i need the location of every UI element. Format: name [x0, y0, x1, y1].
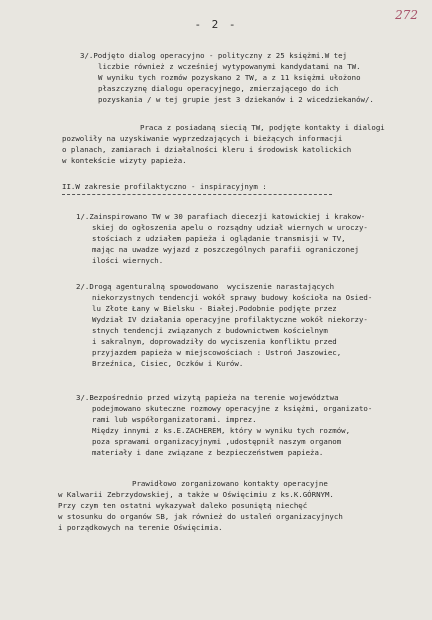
section-heading: II.W zakresie profilaktyczno - inspiracyjnym :: [62, 182, 267, 191]
text-line: materiały i dane związane z bezpieczeństwem papieża.: [92, 448, 324, 457]
text-line: rami lub współorganizatorami. imprez.: [92, 415, 257, 424]
text-line: 2/.Drogą agenturalną spowodowano wyciszenie narastających: [76, 282, 335, 291]
text-line: skiej do ogłoszenia apelu o rozsądny udział wiernych w uroczy-: [92, 223, 368, 232]
text-line: Prawidłowo zorganizowano kontakty operacyjne: [132, 479, 328, 488]
text-line: Praca z posiadaną siecią TW, podjęte kontakty i dialogi: [140, 123, 385, 132]
text-line: stościach z udziałem papieża i oglądanie transmisji w TV,: [92, 234, 346, 243]
text-line: 3/.Podjęto dialog operacyjno - polityczny z 25 księżmi.W tej: [80, 51, 347, 60]
text-line: i sakralnym, doprowadziły do wyciszenia konfliktu przed: [92, 337, 337, 346]
text-line: niekorzystnych tendencji wokół sprawy budowy kościoła na Osied-: [92, 293, 373, 302]
text-line: poza sprawami organizacyjnymi ,udostępnił naszym organom: [92, 437, 342, 446]
text-line: W wyniku tych rozmów pozyskano 2 TW, a z 11 księżmi ułożono: [98, 73, 361, 82]
text-line: Przy czym ten ostatni wykazywał daleko posuniętą niechęć: [58, 501, 308, 510]
text-line: w kontekście wizyty papieża.: [62, 156, 187, 165]
heading-underline: [62, 194, 332, 195]
text-line: pozyskania / w tej grupie jest 3 dziekanów i 2 wicedziekanów/.: [98, 95, 374, 104]
text-line: mając na uwadze wyjazd z poszczególnych parafii ograniczonej: [92, 245, 359, 254]
text-line: i porządkowych na terenie Oświęcimia.: [58, 523, 223, 532]
text-line: 1/.Zainspirowano TW w 30 parafiach diecezji katowickiej i krakow-: [76, 212, 366, 221]
text-line: Między innymi z ks.E.ZACHEREM, który w wyniku tych rozmów,: [92, 426, 351, 435]
text-line: w stosunku do organów SB, jak również do ustaleń organizacyjnych: [58, 512, 343, 521]
text-line: przyjazdem papieża w miejscowościach : Ustroń Jaszowiec,: [92, 348, 342, 357]
text-line: Brzeźnica, Cisiec, Oczków i Kurów.: [92, 359, 244, 368]
text-line: stnych tendencji związanych z budownictwem kościelnym: [92, 326, 328, 335]
text-line: podejmowano skuteczne rozmowy operacyjne z księżmi, organizato-: [92, 404, 373, 413]
page-number: - 2 -: [194, 18, 238, 31]
archive-number-handwritten: 272: [395, 8, 418, 22]
text-line: w Kalwarii Zebrzydowskiej, a także w Oświęcimiu z ks.K.GÓRNYM.: [58, 490, 334, 499]
text-line: ilości wiernych.: [92, 256, 164, 265]
text-line: liczbie również z wcześniej wytypowanymi kandydatami na TW.: [98, 62, 361, 71]
text-line: pozwoliły na uzyskiwanie wyprzedzających i bieżących informacji: [62, 134, 343, 143]
text-line: lu Złote Łany w Bielsku - Białej.Podobnie podjęte przez: [92, 304, 337, 313]
text-line: płaszczyznę dialogu operacyjnego, zmierzającego do ich: [98, 84, 339, 93]
text-line: o planach, zamiarach i działalności kleru i środowisk katolickich: [62, 145, 352, 154]
text-line: Wydział IV działania operacyjne profilaktyczne wokół niekorzy-: [92, 315, 368, 324]
text-line: 3/.Bezpośrednio przed wizytą papieża na terenie województwa: [76, 393, 339, 402]
